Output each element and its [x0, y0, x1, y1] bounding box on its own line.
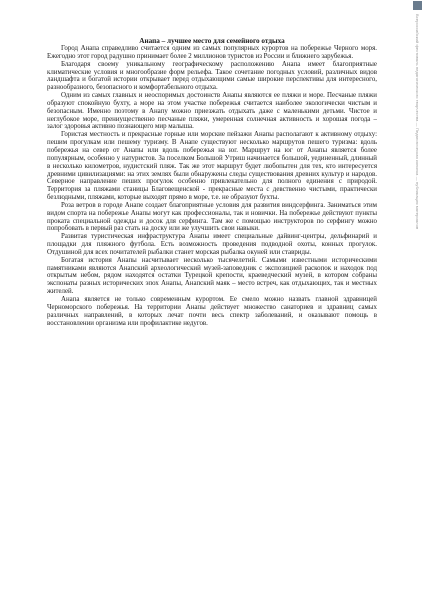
article [47, 37, 377, 327]
article-paragraph-8: Анапа является не только современным курортом. Ее смело можно назвать главной здравницей Черноморского побережья. На территории Анапы действует множество санаториев и здравниц самых различных направлений, в которых лечат почти весь спектр заболеваний, и оказывают помощь в восстановлении организма или профилактике недугов. [47, 296, 377, 327]
stamp-text: Всероссийский фестиваль педагогического творчества — Педагогическая копилка — публикация материалов [415, 14, 420, 230]
margin-stamp [409, 0, 424, 520]
article-paragraph-6: Развитая туристическая инфраструктура Анапы имеет специальные дайвинг-центры, дельфинарий и площадки для пляжного футбола. Есть возможность проведения подводной охоты, конных прогулок. Отдушиной для всех почитателей рыбалки станет морская рыбалка окуней или ставриды. [47, 233, 377, 256]
article-paragraph-1: Город Анапа справедливо считается одним из самых популярных курортов на побережье Черного моря. Ежегодно этот город радушно принимает более 2 миллионов туристов из России и ближнего зарубежья. [47, 45, 377, 60]
article-paragraph-5: Роза ветров в городе Анапе создает благоприятные условия для развития виндсерфинга. Заниматься этим видом спорта на побережье Анапы могут как профессионалы, так и новички. На побережье действуют пункты проката специальной одежды и досок для серфинга. Там же с помощью инструкторов по серфингу можно попробовать в первый раз стать на доску или же улучшить свои навыки. [47, 201, 377, 233]
article-paragraph-7: Богатая история Анапы насчитывает несколько тысячелетий. Самыми известными историческими памятниками являются Анапский археологический музей-заповедник с экспозицией раскопок и находок под открытым небом, рядом находятся остатки Турецкой крепости, краеведческий музей, в котором собраны экспонаты разных исторических эпох Анапы, Анапский маяк – место встреч, как отдыхающих, так и местных жителей. [47, 256, 377, 296]
article-paragraph-4: Гористая местность и прекрасные горные или морские пейзажи Анапы располагают к активному отдыху: пешим прогулкам или пешему туризму. В Анапе существуют несколько маршрутов пешего туризма: вдоль побережья на север от Анапы или вдоль побережья на юг. Маршрут на юг от Анапы является более популярным, особенно у натуристов. За поселком Большой Утриш начинается большой, уединенный, длинный в несколько километров, нудистский пляж. Так же этот маршрут будет любопытен для тех, кто интересуется древними цивилизациями: на этих землях были обнаружены следы существования древних культур и народов. Северное направление пеших прогулок особенно привлекательно для полного единения с природой. Территория за пляжами станицы Благовещенской - прекрасные места с девственно чистыми, практически безлюдными, пляжами, которые выходят прямо в море, т.е. не образуют бухты. [47, 131, 377, 202]
article-title: Анапа – лучшее место для семейного отдыха [139, 37, 285, 45]
article-paragraph-2: Благодаря своему уникальному географическому расположению Анапа имеет благоприятные климатические условия и многообразие форм рельефа. Такое сочетание погодных условий, различных видов ландшафта и богатой истории открывает перед отдыхающими самые широкие перспективы для интересного, разнообразного, безопасного и комфортабельного отдыха. [47, 60, 377, 92]
article-paragraph-3: Одним из самых главных и неоспоримых достоинств Анапы являются ее пляжи и море. Песчаные пляжи образуют спокойную бухту, а море на этом участке побережья считается наиболее экологически чистым и безопасным. Именно поэтому в Анапу можно приезжать отдыхать даже с маленькими детьми. Чистое и неглубокое море, прениущественно песчаные пляжи, умеренная солнечная активность и хорошая погода – залог здоровья активно познающего мир малыша. [47, 92, 377, 131]
stamp-logo-icon [413, 1, 422, 10]
